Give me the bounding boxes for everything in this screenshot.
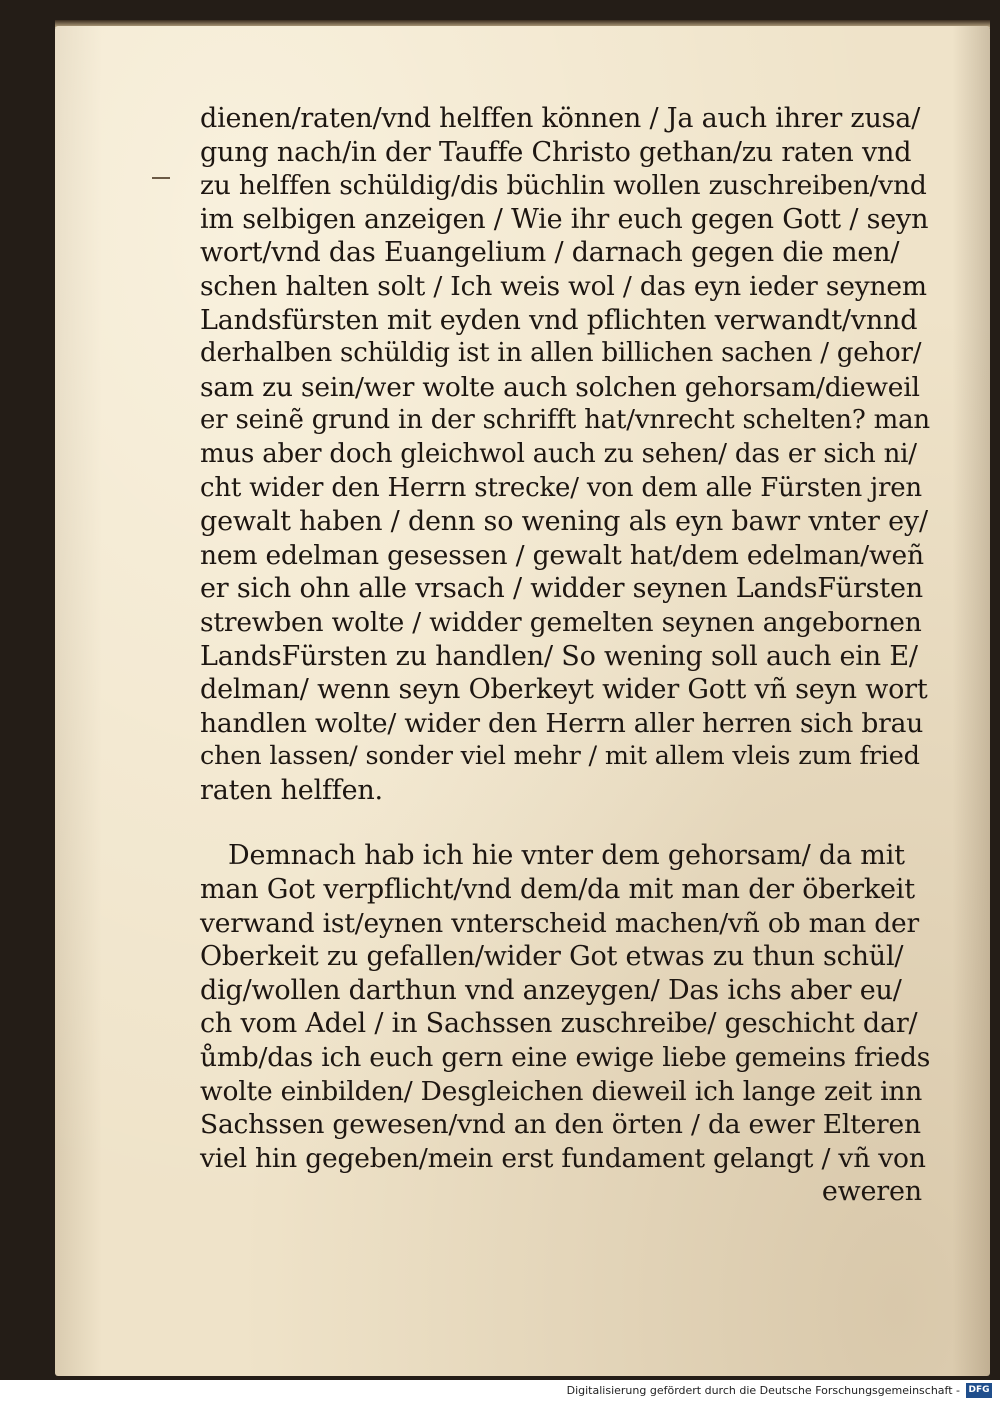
text-line: dienen/raten/vnd helffen können / Ja auch ihrer zusa/ [200,103,921,134]
text-line: zu helffen schüldig/dis büchlin wollen zuschreiben/vnd [200,170,927,202]
text-line: strewben wolte / widder gemelten seynen angebornen [200,606,922,638]
text-line: er sich ohn alle vrsach / widder seynen LandsFürsten [200,573,923,605]
text-line: im selbigen anzeigen / Wie ihr euch gegen Gott / seyn [200,203,929,235]
text-line: man Got verpflicht/vnd dem/da mit man der öberkeit [200,874,915,906]
text-line: sam zu sein/wer wolte auch solchen gehorsam/dieweil [200,371,920,403]
text-line: cht wider den Herrn strecke/ von dem alle Fürsten jren [200,472,922,503]
text-line: delman/ wenn seyn Oberkeyt wider Gott vñ seyn wort [200,674,928,706]
text-line: Landsfürsten mit eyden vnd pflichten verwandt/vnnd [200,304,918,336]
catchword: eweren [821,1176,922,1208]
funding-credit: Digitalisierung gefördert durch die Deutsche Forschungsgemeinschaft - [566,1384,960,1397]
text-line: er seinẽ grund in der schrifft hat/vnrecht schelten? man [200,405,930,436]
text-line: gung nach/in der Tauffe Christo gethan/zu raten vnd [200,136,912,168]
text-line: Sachssen gewesen/vnd an den örten / da ewer Elteren [200,1109,921,1141]
text-line: mus aber doch gleichwol auch zu sehen/ das er sich ni/ [200,438,917,469]
text-line: verwand ist/eynen vnterscheid machen/vñ ob man der [200,907,919,939]
text-line: ůmb/das ich euch gern eine ewige liebe gemeins frieds [200,1042,931,1074]
text-line: nem edelman gesessen / gewalt hat/dem edelman/weñ [200,539,924,571]
page-text [200,102,930,1209]
text-line: Demnach hab ich hie vnter dem gehorsam/ da mit [228,840,905,872]
text-line: wolte einbilden/ Desgleichen dieweil ich lange zeit inn [200,1075,923,1107]
text-line: wort/vnd das Euangelium / darnach gegen die men/ [200,237,900,269]
dfg-logo[interactable]: DFG [966,1383,992,1398]
text-line: Oberkeit zu gefallen/wider Got etwas zu thun schül/ [200,941,904,973]
text-line: viel hin gegeben/mein erst fundament gelangt / vñ von [200,1142,926,1174]
text-line: LandsFürsten zu handlen/ So wening soll auch ein E/ [200,640,918,672]
footer-bar [0,1380,1000,1403]
text-line: gewalt haben / denn so wening als eyn bawr vnter ey/ [200,506,928,538]
text-line: raten helffen. [200,774,383,806]
text-line: chen lassen/ sonder viel mehr / mit allem vleis zum fried [200,741,920,772]
paragraph-1 [200,102,930,807]
text-line: schen halten solt / Ich weis wol / das eyn ieder seynem [200,270,927,302]
text-line: handlen wolte/ wider den Herrn aller herren sich brau [200,707,924,739]
text-line: derhalben schüldig ist in allen billichen sachen / gehor/ [200,338,922,369]
margin-mark [152,177,170,179]
text-line: dig/wollen darthun vnd anzeygen/ Das ichs aber eu/ [200,974,902,1006]
paragraph-2 [200,839,930,1175]
text-line: ch vom Adel / in Sachssen zuschreibe/ geschicht dar/ [200,1008,918,1040]
paragraph-gap [200,807,930,839]
